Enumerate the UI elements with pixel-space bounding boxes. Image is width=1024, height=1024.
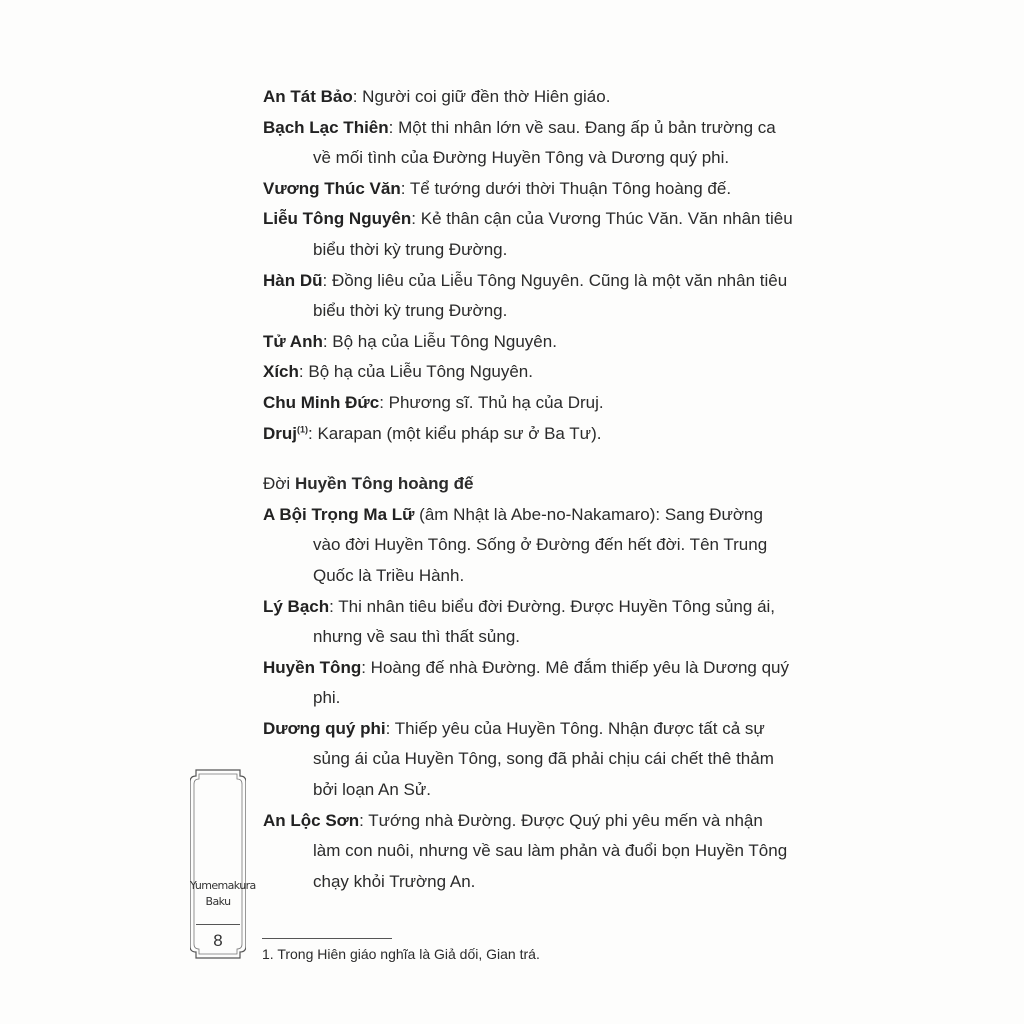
character-description: : Hoàng đế nhà Đường. Mê đắm thiếp yêu là Dương quý phi. — [313, 657, 790, 708]
character-description: : Tướng nhà Đường. Được Quý phi yêu mến và nhận làm con nuôi, nhưng về sau làm phản và đuổi bọn Huyền Tông chạy khỏi Trường An. — [313, 810, 788, 891]
footnote: 1. Trong Hiên giáo nghĩa là Giả dối, Gian trá. — [262, 946, 540, 962]
character-entry — [263, 653, 793, 714]
author-name-line2: Baku — [205, 895, 231, 908]
character-name: Dương quý phi — [263, 718, 386, 738]
character-name: Lý Bạch — [263, 596, 330, 616]
character-name: A Bội Trọng Ma Lữ — [263, 504, 415, 524]
character-list-after — [263, 500, 793, 898]
character-list — [263, 82, 793, 897]
character-name: Druj — [263, 423, 297, 443]
character-entry — [263, 82, 793, 113]
character-description: : Phương sĩ. Thủ hạ của Druj. — [379, 392, 604, 412]
character-name: Bạch Lạc Thiên — [263, 117, 389, 137]
character-description: (âm Nhật là Abe-no-Nakamaro): Sang Đường vào đời Huyền Tông. Sống ở Đường đến hết đời. Tên Trung Quốc là Triều Hành. — [313, 504, 768, 585]
author-name — [190, 878, 256, 910]
character-description: : Đồng liêu của Liễu Tông Nguyên. Cũng là một văn nhân tiêu biểu thời kỳ trung Đường. — [313, 270, 788, 321]
character-entry — [263, 806, 793, 898]
section-heading-prefix: Đời — [263, 474, 295, 494]
section-gap — [263, 449, 793, 469]
character-description: : Người coi giữ đền thờ Hiên giáo. — [352, 87, 611, 106]
character-entry — [263, 714, 793, 806]
character-entry — [263, 500, 793, 592]
footnote-rule — [262, 938, 392, 939]
character-entry — [263, 357, 793, 388]
side-author-frame — [190, 766, 256, 962]
character-entry — [263, 204, 793, 265]
character-entry — [263, 419, 793, 450]
character-name: An Tát Bảo — [263, 87, 353, 106]
character-name: Tử Anh — [263, 331, 323, 351]
character-name: An Lộc Sơn — [263, 810, 360, 830]
frame-divider — [196, 924, 240, 925]
character-description: : Karapan (một kiểu pháp sư ở Ba Tư). — [308, 423, 602, 443]
character-description: : Tể tướng dưới thời Thuận Tông hoàng đế. — [400, 178, 732, 198]
character-entry — [263, 388, 793, 419]
author-name-line1: Yumemakura — [190, 879, 256, 892]
character-name: Hàn Dũ — [263, 270, 323, 290]
section-heading — [263, 469, 793, 500]
character-entry — [263, 113, 793, 174]
character-description: : Bộ hạ của Liễu Tông Nguyên. — [298, 362, 533, 382]
character-list-before — [263, 82, 793, 449]
section-heading-title: Huyền Tông hoàng đế — [294, 474, 474, 494]
character-entry — [263, 592, 793, 653]
character-description: : Kẻ thân cận của Vương Thúc Văn. Văn nhân tiêu biểu thời kỳ trung Đường. — [313, 209, 793, 259]
character-entry — [263, 174, 793, 205]
character-entry — [263, 266, 793, 327]
character-name: Vương Thúc Văn — [263, 178, 401, 198]
footnote-marker: (1) — [297, 423, 308, 434]
character-entry — [263, 327, 793, 358]
character-description: : Thiếp yêu của Huyền Tông. Nhận được tất cả sự sủng ái của Huyền Tông, song đã phải chịu cái chết thê thảm bởi loạn An Sử. — [313, 718, 774, 800]
character-name: Huyền Tông — [263, 657, 362, 677]
character-description: : Bộ hạ của Liễu Tông Nguyên. — [322, 331, 557, 351]
character-name: Chu Minh Đức — [263, 392, 380, 412]
character-description: : Một thi nhân lớn về sau. Đang ấp ủ bản trường ca về mối tình của Đường Huyền Tông và Dương quý phi. — [313, 117, 776, 168]
page-number: 8 — [213, 931, 223, 950]
character-name: Liễu Tông Nguyên — [263, 209, 412, 229]
character-description: : Thi nhân tiêu biểu đời Đường. Được Huyền Tông sủng ái, nhưng về sau thì thất sủng. — [313, 596, 776, 647]
character-name: Xích — [263, 362, 299, 382]
